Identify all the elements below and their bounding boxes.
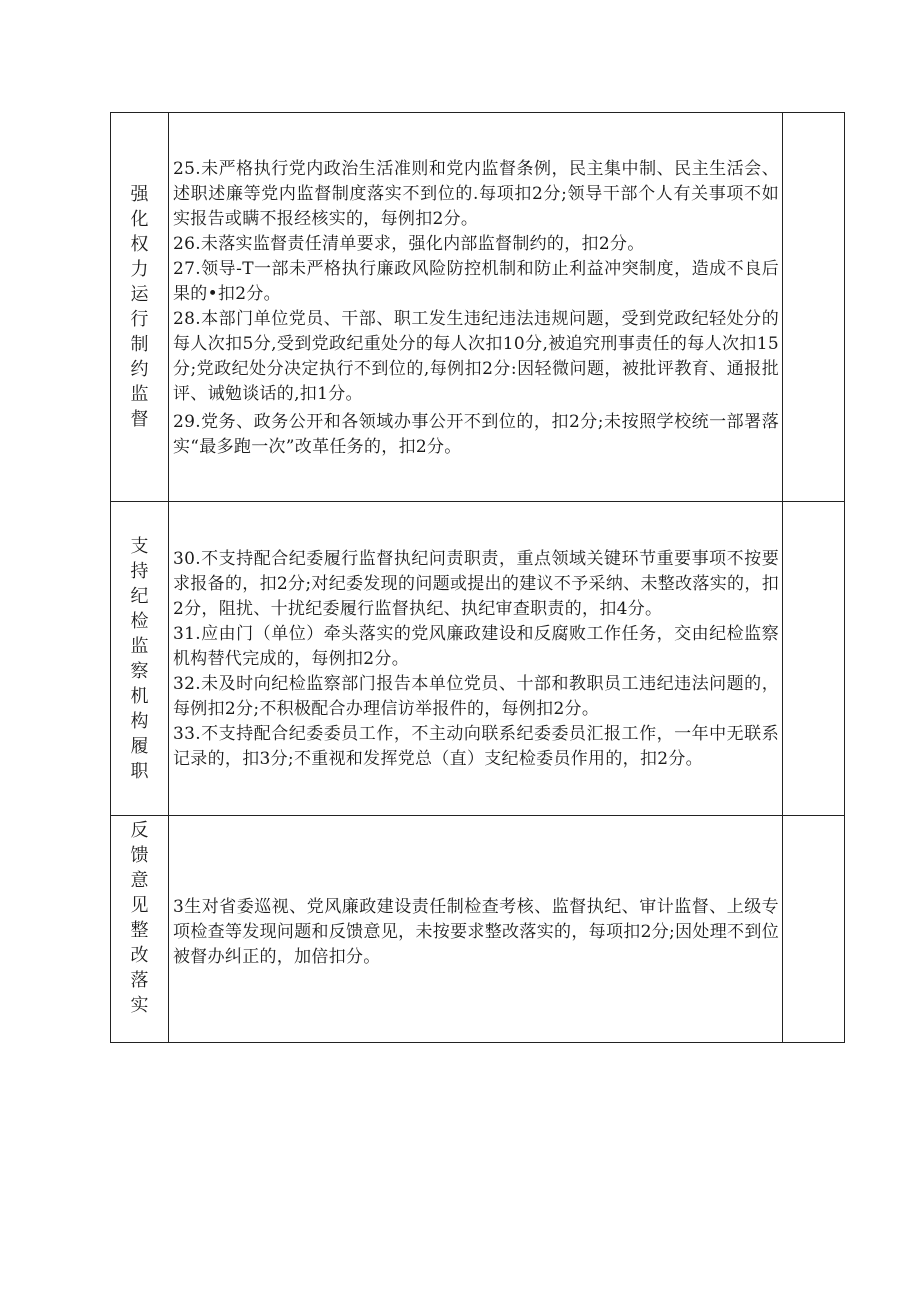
- criteria-item: 29.党务、政务公开和各领域办事公开不到位的，扣2分;未按照学校统一部署落实“最多跑一次”改革任务的，扣2分。: [173, 411, 779, 457]
- category-label: 反馈意见整改落实: [130, 820, 149, 1016]
- category-label: 强化权力运行制约监督: [130, 184, 149, 430]
- criteria-item: 30.不支持配合纪委履行监督执纪问责职责，重点领域关键环节重要事项不按要求报备的，扣2分;对纪委发现的问题或提出的建议不予采纳、未整改落实的，扣2分，阻扰、十扰纪委履行监督执纪、执纪审查职责的，扣4分。: [173, 549, 779, 619]
- table-row: [111, 113, 845, 502]
- criteria-item: 31.应由门（单位）牵头落实的党风廉政建设和反腐败工作任务，交由纪检监察机构替代完成的，每例扣2分。: [173, 624, 779, 669]
- criteria-item: 28.本部门单位党员、干部、职工发生违纪违法违规问题，受到党政纪轻处分的每人次扣5分,受到党政纪重处分的每人次扣10分,被追究刑事责任的每人次扣15分;党政纪处分决定执行不到位的,每例扣2分:因轻微问题，被批评教育、通报批评、诫勉谈话的,扣1分。: [173, 308, 779, 404]
- criteria-item: 26.未落实监督责任清单要求，强化内部监督制约的，扣2分。: [173, 233, 645, 254]
- score-cell: [783, 502, 845, 816]
- category-cell: [111, 502, 169, 816]
- criteria-cell: [169, 113, 783, 502]
- criteria-item: 33.不支持配合纪委委员工作，不主动向联系纪委委员汇报工作，一年中无联系记录的，扣3分;不重视和发挥党总（直）支纪检委员作用的，扣2分。: [173, 724, 779, 769]
- category-cell: [111, 816, 169, 1043]
- category-cell: [111, 113, 169, 502]
- criteria-item: 3生对省委巡视、党风廉政建设责任制检查考核、监督执纪、审计监督、上级专项检查等发现问题和反馈意见，未按要求整改落实的，每项扣2分;因处理不到位被督办纠正的，加倍扣分。: [173, 896, 779, 967]
- criteria-item: 25.未严格执行党内政治生活准则和党内监督条例，民主集中制、民主生活会、述职述廉等党内监督制度落实不到位的.每项扣2分;领导干部个人有关事项不如实报告或瞒不报经核实的，每例扣2分。: [173, 158, 779, 229]
- table-row: [111, 816, 845, 1043]
- table-row: [111, 502, 845, 816]
- score-cell: [783, 113, 845, 502]
- assessment-table: [110, 112, 845, 1043]
- category-label: 支持纪检监察机构履职: [130, 535, 149, 782]
- criteria-item: 32.未及时向纪检监察部门报告本单位党员、十部和教职员工违纪违法问题的，每例扣2分;不积极配合办理信访举报件的，每例扣2分。: [173, 674, 779, 719]
- score-cell: [783, 816, 845, 1043]
- criteria-item: 27.领导-T一部未严格执行廉政风险防控机制和防止利益冲突制度，造成不良后果的•扣2分。: [173, 258, 779, 304]
- criteria-cell: [169, 502, 783, 816]
- criteria-cell: [169, 816, 783, 1043]
